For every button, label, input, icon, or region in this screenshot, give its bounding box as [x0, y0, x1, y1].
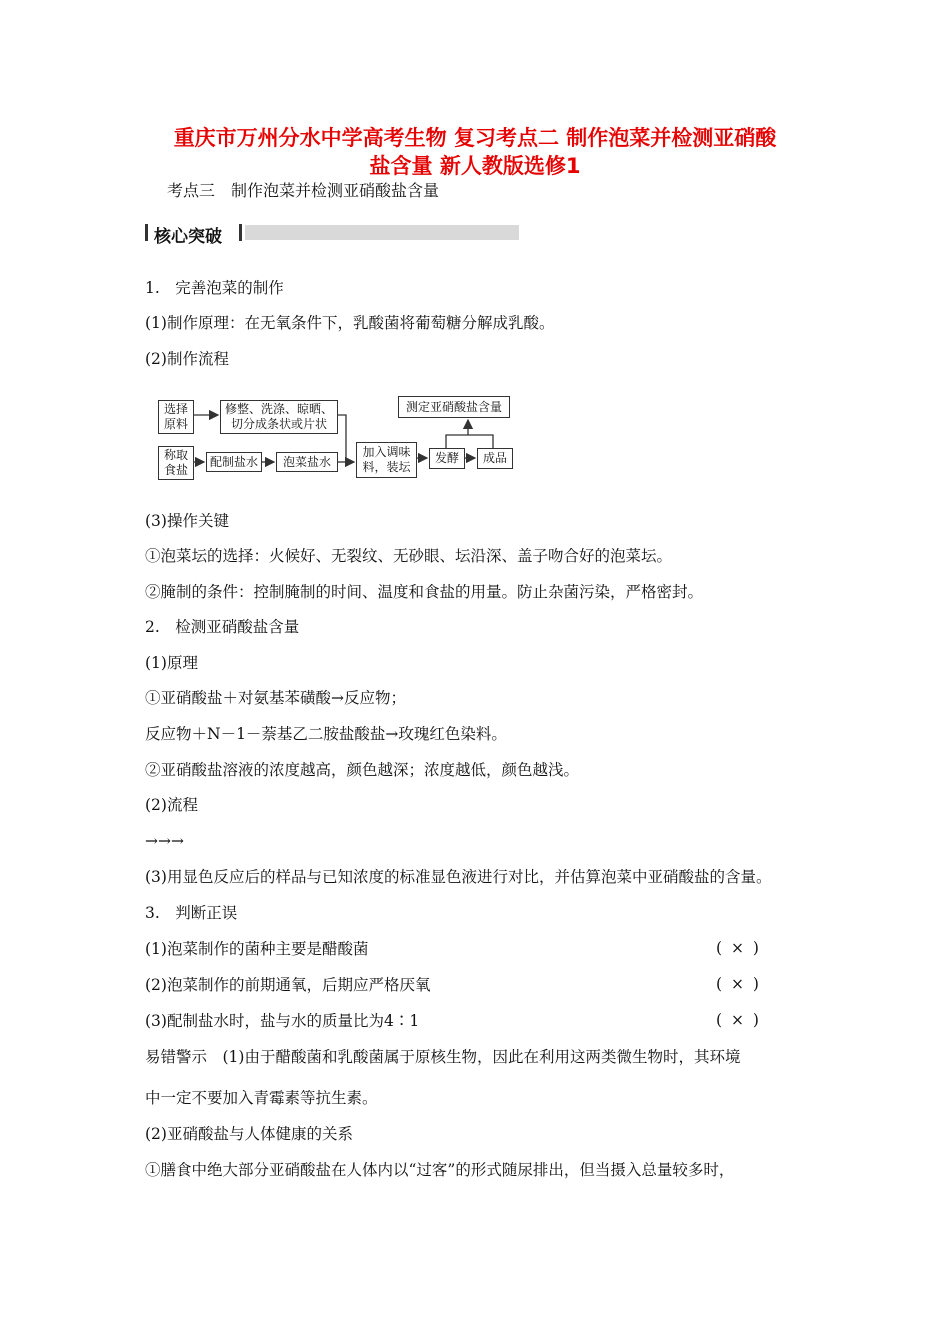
warning-1: 易错警示 (1)由于醋酸菌和乳酸菌属于原核生物，因此在利用这两类微生物时，其环境	[145, 1048, 741, 1066]
point-1: 1. 完善泡菜的制作	[145, 279, 284, 297]
section-subhead: 考点三 制作泡菜并检测亚硝酸盐含量	[167, 181, 440, 200]
point-2: 2. 检测亚硝酸盐含量	[145, 618, 300, 636]
box-ferment: 发酵	[429, 448, 465, 469]
judge-1: (1)泡菜制作的菌种主要是醋酸菌	[145, 940, 369, 958]
point-2-3: (3)用显色反应后的样品与已知浓度的标准显色液进行对比，并估算泡菜中亚硝酸盐的含量。	[145, 868, 772, 886]
warning-2: (2)亚硝酸盐与人体健康的关系	[145, 1125, 353, 1143]
doc-title-line2: 盐含量 新人教版选修1	[369, 154, 581, 178]
box-season-jar: 加入调味 料，装坛	[356, 442, 417, 478]
banner-gray-fill	[245, 225, 519, 240]
point-2-1c: ②亚硝酸盐溶液的浓度越高，颜色越深；浓度越低，颜色越浅。	[145, 761, 580, 779]
point-2-2-arrows: →→→	[145, 832, 184, 850]
point-1-1: (1)制作原理：在无氧条件下，乳酸菌将葡萄糖分解成乳酸。	[145, 314, 555, 332]
point-1-2: (2)制作流程	[145, 350, 229, 368]
point-3: 3. 判断正误	[145, 904, 238, 922]
judge-2-mark: ( × )	[716, 975, 761, 993]
box-weigh-salt: 称取 食盐	[158, 446, 194, 480]
judge-2: (2)泡菜制作的前期通氧，后期应严格厌氧	[145, 976, 431, 994]
box-measure-nitrite: 测定亚硝酸盐含量	[398, 396, 510, 418]
judge-3-mark: ( × )	[716, 1011, 761, 1029]
point-2-1a: ①亚硝酸盐＋对氨基苯磺酸→反应物；	[145, 689, 406, 707]
point-1-3b: ②腌制的条件：控制腌制的时间、温度和食盐的用量。防止杂菌污染，严格密封。	[145, 583, 704, 601]
point-2-1b: 反应物＋N－1－萘基乙二胺盐酸盐→玫瑰红色染料。	[145, 725, 507, 743]
warning-1-cont: 中一定不要加入青霉素等抗生素。	[145, 1089, 378, 1107]
banner-label: 核心突破	[154, 227, 222, 247]
box-product: 成品	[477, 448, 513, 469]
point-2-2: (2)流程	[145, 796, 198, 814]
warning-2a: ①膳食中绝大部分亚硝酸盐在人体内以“过客”的形式随尿排出，但当摄入总量较多时，	[145, 1161, 735, 1179]
pickle-process-diagram	[152, 380, 522, 485]
banner-right-bar	[239, 224, 242, 241]
box-trim-wash: 修整、洗涤、晾晒、 切分成条状或片状	[220, 400, 338, 434]
judge-1-mark: ( × )	[716, 939, 761, 957]
core-breakthrough-banner	[145, 222, 519, 247]
point-2-1: (1)原理	[145, 654, 198, 672]
box-select-material: 选择 原料	[158, 400, 194, 434]
box-prepare-brine: 配制盐水	[206, 452, 262, 472]
judge-3: (3)配制盐水时，盐与水的质量比为4∶1	[145, 1012, 420, 1030]
box-pickle-brine: 泡菜盐水	[276, 452, 338, 472]
doc-title-line1: 重庆市万州分水中学高考生物 复习考点二 制作泡菜并检测亚硝酸	[173, 126, 777, 150]
point-1-3a: ①泡菜坛的选择：火候好、无裂纹、无砂眼、坛沿深、盖子吻合好的泡菜坛。	[145, 547, 673, 565]
banner-left-bar	[145, 224, 148, 241]
point-1-3: (3)操作关键	[145, 512, 229, 530]
